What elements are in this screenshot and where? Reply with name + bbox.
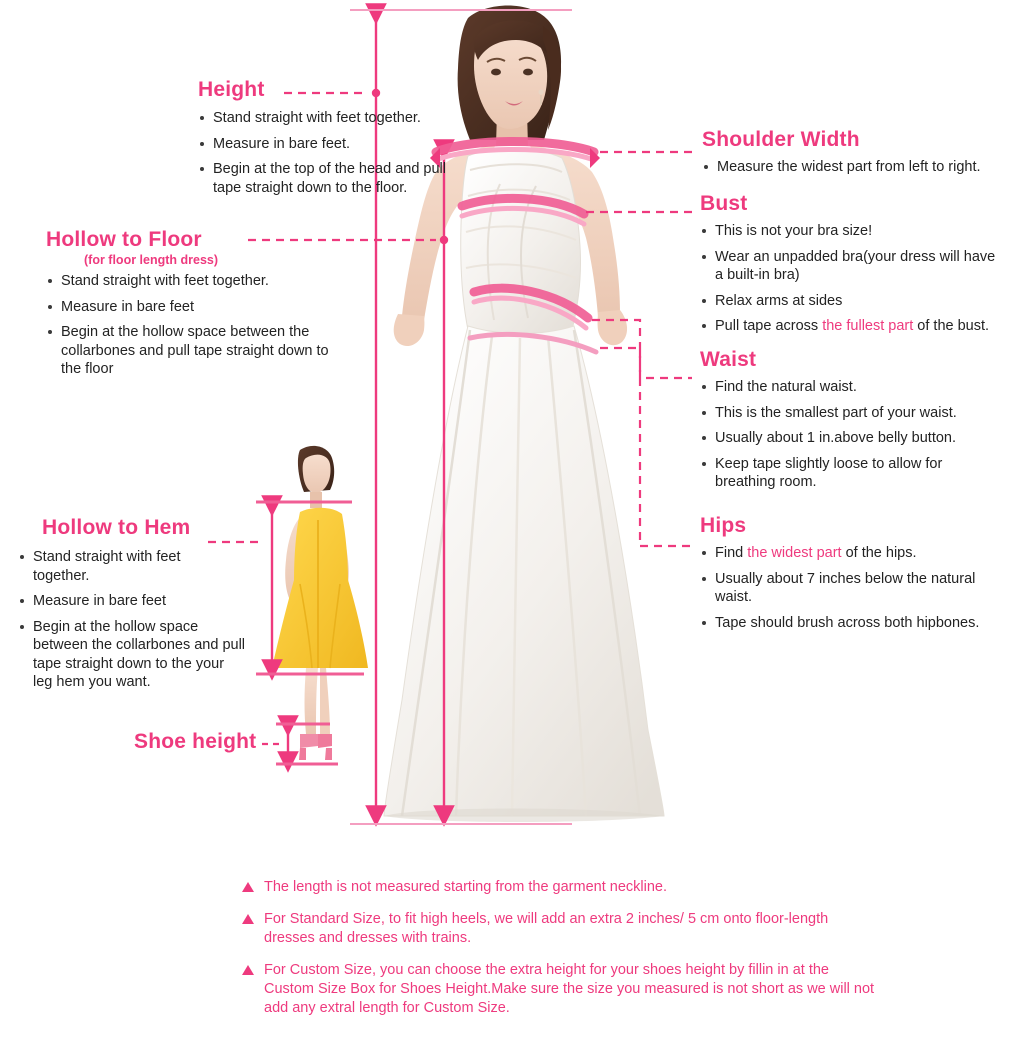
warning-triangle-icon xyxy=(242,882,254,892)
hollow-to-floor-section xyxy=(46,228,346,386)
bust-emphasis: the fullest part xyxy=(822,318,914,334)
list-item: This is the smallest part of your waist. xyxy=(700,404,1000,423)
list-item: Find the natural waist. xyxy=(700,378,1000,397)
hips-heading: Hips xyxy=(700,514,747,537)
waist-heading: Waist xyxy=(700,348,757,371)
note-item xyxy=(240,910,880,948)
shoulder-width-section xyxy=(702,128,1008,184)
list-item: Begin at the top of the head and pull tape straight down to the floor. xyxy=(198,160,469,197)
list-item: Stand straight with feet together. xyxy=(198,109,478,128)
height-section xyxy=(198,78,478,204)
list-item: This is not your bra size! xyxy=(700,222,1010,241)
waist-section xyxy=(700,348,1000,499)
note-text: The length is not measured starting from the garment neckline. xyxy=(264,879,667,895)
hollow-to-floor-bullet-list xyxy=(46,272,346,379)
shoulder-width-bullet-list xyxy=(702,158,1008,177)
hips-emphasis-post: of the hips. xyxy=(841,545,917,561)
hollow-to-hem-section xyxy=(18,516,248,699)
height-heading: Height xyxy=(198,78,265,101)
note-text: For Custom Size, you can choose the extra height for your shoes height by fillin in at the Custom Size Box for Shoes Height.Make sure the size you measured is not short as we will not add any extral length for Custom Size. xyxy=(264,962,875,1016)
bust-bullet-list xyxy=(700,222,1010,336)
hollow-to-floor-subheading: (for floor length dress) xyxy=(84,253,219,267)
list-item: Usually about 1 in.above belly button. xyxy=(700,429,1000,448)
bust-emphasis-pre: Pull tape across xyxy=(715,318,823,334)
note-item xyxy=(240,878,880,897)
bust-section xyxy=(700,192,1010,343)
hips-emphasis: the widest part xyxy=(747,545,842,561)
shoulder-width-heading: Shoulder Width xyxy=(702,128,860,151)
list-item: Begin at the hollow space between the collarbones and pull tape straight down to the your leg hem you want. xyxy=(18,618,247,692)
model-illustration-small xyxy=(272,446,368,760)
hollow-to-hem-bullet-list xyxy=(18,548,248,692)
list-item: Measure in bare feet xyxy=(46,298,346,317)
shoe-height-section xyxy=(134,730,256,754)
list-item: Keep tape slightly loose to allow for breathing room. xyxy=(700,455,987,492)
list-item: Measure the widest part from left to right. xyxy=(702,158,1015,177)
hips-bullet-list xyxy=(700,544,1006,632)
bust-emphasis-post: of the bust. xyxy=(913,318,990,334)
list-item: Tape should brush across both hipbones. xyxy=(700,614,1015,633)
list-item xyxy=(700,317,1010,336)
hollow-to-floor-heading: Hollow to Floor xyxy=(46,228,202,251)
shoe-height-heading: Shoe height xyxy=(134,730,257,753)
list-item xyxy=(700,544,1006,563)
note-text: For Standard Size, to fit high heels, we will add an extra 2 inches/ 5 cm onto floor-length dresses and dresses with trains. xyxy=(264,911,829,946)
list-item: Wear an unpadded bra(your dress will have a built-in bra) xyxy=(700,248,1005,285)
note-item xyxy=(240,961,880,1018)
list-item: Begin at the hollow space between the collarbones and pull tape straight down to the floor xyxy=(46,323,329,379)
footer-notes xyxy=(240,878,880,1031)
list-item: Measure in bare feet. xyxy=(198,135,478,154)
list-item: Relax arms at sides xyxy=(700,292,1010,311)
height-bullet-list xyxy=(198,109,478,197)
list-item: Usually about 7 inches below the natural waist. xyxy=(700,570,1011,607)
list-item: Stand straight with feet together. xyxy=(46,272,346,291)
hips-emphasis-pre: Find xyxy=(715,545,748,561)
list-item: Stand straight with feet together. xyxy=(18,548,229,585)
list-item: Measure in bare feet xyxy=(18,592,248,611)
warning-triangle-icon xyxy=(242,965,254,975)
bust-heading: Bust xyxy=(700,192,748,215)
hollow-to-hem-heading: Hollow to Hem xyxy=(42,516,191,539)
hips-section xyxy=(700,514,1006,639)
waist-bullet-list xyxy=(700,378,1000,492)
warning-triangle-icon xyxy=(242,914,254,924)
